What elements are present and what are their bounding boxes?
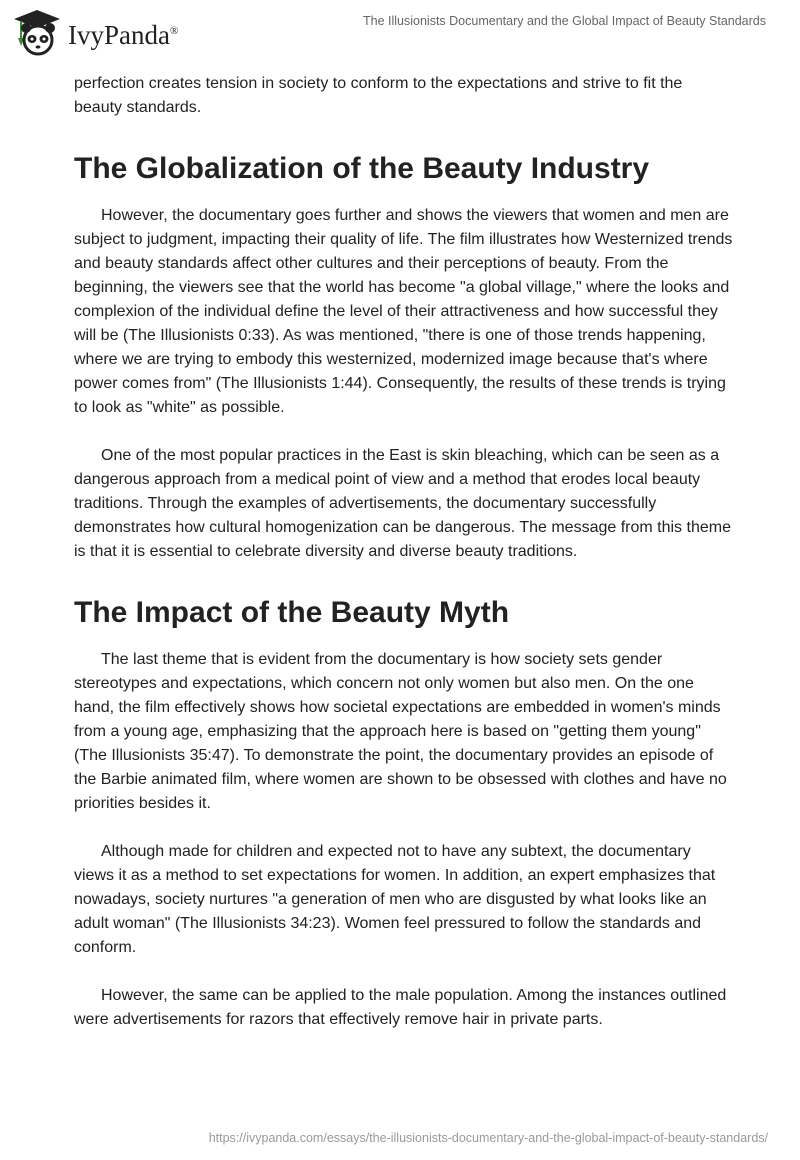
document-title: The Illusionists Documentary and the Global Impact of Beauty Standards <box>363 14 766 28</box>
brand-name: IvyPanda® <box>68 19 179 50</box>
paragraph: Although made for children and expected not to have any subtext, the documentary views it as a method to set expectations for women. In addition, an expert emphasizes that nowadays, society nurtures "a generation of men who are disgusted by what looks like an adult woman" (The Illusionists 34:23). Women feel pressured to follow the standards and conform. <box>74 843 716 956</box>
ivypanda-logo[interactable] <box>12 8 178 56</box>
paragraph: However, the same can be applied to the male population. Among the instances outlined were advertisements for razors that effectively remove hair in private parts. <box>74 987 727 1028</box>
source-url-link[interactable]: https://ivypanda.com/essays/the-illusionists-documentary-and-the-global-impact-of-beauty-standards/ <box>208 1131 768 1145</box>
essay-content <box>74 72 734 1056</box>
paragraph: However, the documentary goes further and shows the viewers that women and men are subject to judgment, impacting their quality of life. The film illustrates how Westernized trends and beauty standards affect other cultures and their perceptions of beauty. From the beginning, the viewers see that the world has become "a global village," where the looks and complexion of the individual define the level of their attractiveness and how successful they will be (The Illusionists 0:33). As was mentioned, "there is one of those trends happening, where we are trying to embody this westernized, modernized image because that's where power comes from" (The Illusionists 1:44). Consequently, the results of these trends is trying to look as "white" as possible. <box>74 207 733 416</box>
paragraph: One of the most popular practices in the East is skin bleaching, which can be seen as a dangerous approach from a medical point of view and a method that erodes local beauty traditions. Through the examples of advertisements, the documentary successfully demonstrates how cultural homogenization can be dangerous. The message from this theme is that it is essential to celebrate diversity and diverse beauty traditions. <box>74 447 731 560</box>
paragraph: perfection creates tension in society to conform to the expectations and strive to fit the beauty standards. <box>74 75 683 116</box>
paragraph: The last theme that is evident from the documentary is how society sets gender stereotypes and expectations, which concern not only women but also men. On the one hand, the film effectively shows how societal expectations are embedded in women's minds from a young age, emphasizing that the approach here is based on "getting them young" (The Illusionists 35:47). To demonstrate the point, the documentary provides an episode of the Barbie animated film, where women are shown to be obsessed with clothes and have no priorities besides it. <box>74 651 727 812</box>
section-heading: The Globalization of the Beauty Industry <box>74 152 650 185</box>
section-heading: The Impact of the Beauty Myth <box>74 596 510 629</box>
panda-graduate-icon <box>12 8 62 56</box>
